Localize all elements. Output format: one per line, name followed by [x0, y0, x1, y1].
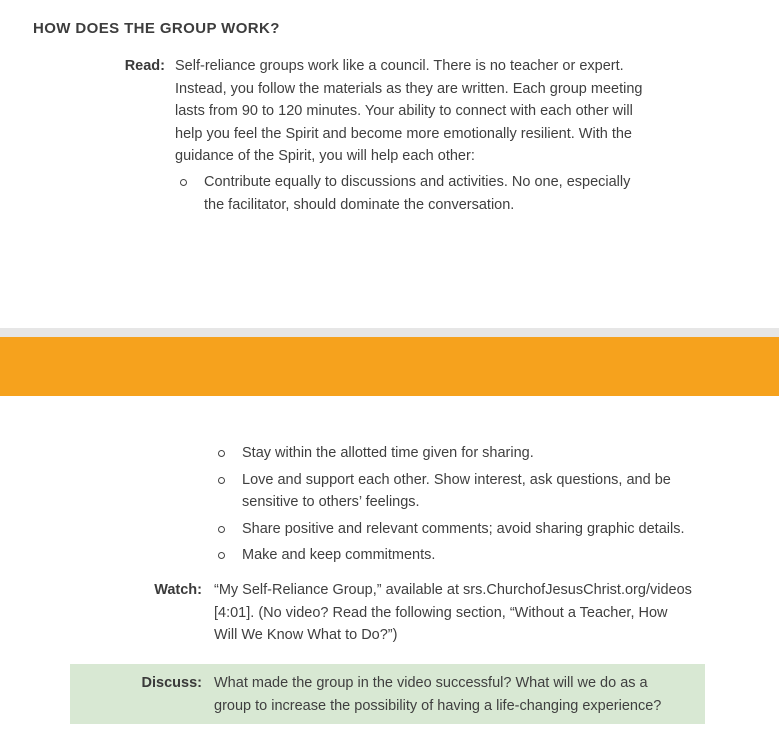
watch-text: [214, 579, 692, 647]
edge-link-fragment: [0, 281, 3, 291]
list-item-line: the facilitator, should dominate the conversation.: [204, 196, 515, 213]
discuss-line: What made the group in the video successful? What will we do as a: [214, 675, 648, 691]
discuss-text: [214, 672, 661, 717]
read-block: [110, 55, 642, 168]
watch-label: Watch:: [154, 582, 202, 598]
read-line: help you feel the Spirit and become more emotionally resilient. With the: [175, 125, 632, 142]
page-break-orange-band: [0, 337, 779, 396]
list-item-line: sensitive to others’ feelings.: [242, 494, 420, 510]
list-item: [214, 544, 685, 567]
read-line: Self-reliance groups work like a council. There is no teacher or expert.: [175, 58, 624, 74]
read-label: Read:: [124, 58, 165, 74]
bullet-list-bottom: [214, 442, 685, 571]
watch-line: [4:01]. (No video? Read the following section, “Without a Teacher, How: [214, 604, 668, 621]
watch-line: “My Self-Reliance Group,” available at srs.ChurchofJesusChrist.org/videos: [214, 582, 692, 598]
discuss-line: group to increase the possibility of having a life-changing experience?: [214, 697, 662, 714]
list-item-line: Make and keep commitments.: [242, 547, 436, 563]
read-line: Instead, you follow the materials as they are written. Each group meeting: [175, 80, 643, 97]
page-top-section: [0, 0, 779, 328]
list-item-line: Love and support each other. Show interest, ask questions, and be: [242, 471, 671, 488]
list-item: [214, 469, 685, 514]
list-item-line: Contribute equally to discussions and activities. No one, especially: [204, 174, 631, 190]
list-item-line: Share positive and relevant comments; avoid sharing graphic details.: [242, 520, 685, 537]
hollow-bullet-icon: [218, 526, 225, 533]
read-line: lasts from 90 to 120 minutes. Your ability to connect with each other will: [175, 103, 633, 119]
read-line: guidance of the Spirit, you will help each other:: [175, 148, 475, 164]
section-heading: HOW DOES THE GROUP WORK?: [33, 20, 280, 37]
list-item: [214, 442, 685, 465]
list-item: [214, 518, 685, 541]
discuss-block: [130, 672, 661, 717]
page-break-gray-band: [0, 328, 779, 337]
hollow-bullet-icon: [218, 552, 225, 559]
hollow-bullet-icon: [180, 179, 187, 186]
watch-block: [140, 579, 692, 647]
discuss-box: [70, 664, 705, 724]
read-text: [175, 55, 642, 168]
hollow-bullet-icon: [218, 477, 225, 484]
hollow-bullet-icon: [218, 450, 225, 457]
list-item: [176, 171, 630, 216]
list-item-line: Stay within the allotted time given for sharing.: [242, 445, 534, 461]
discuss-label: Discuss:: [141, 675, 202, 691]
bullet-list-top: [176, 171, 630, 220]
watch-line: Will We Know What to Do?”): [214, 627, 398, 643]
